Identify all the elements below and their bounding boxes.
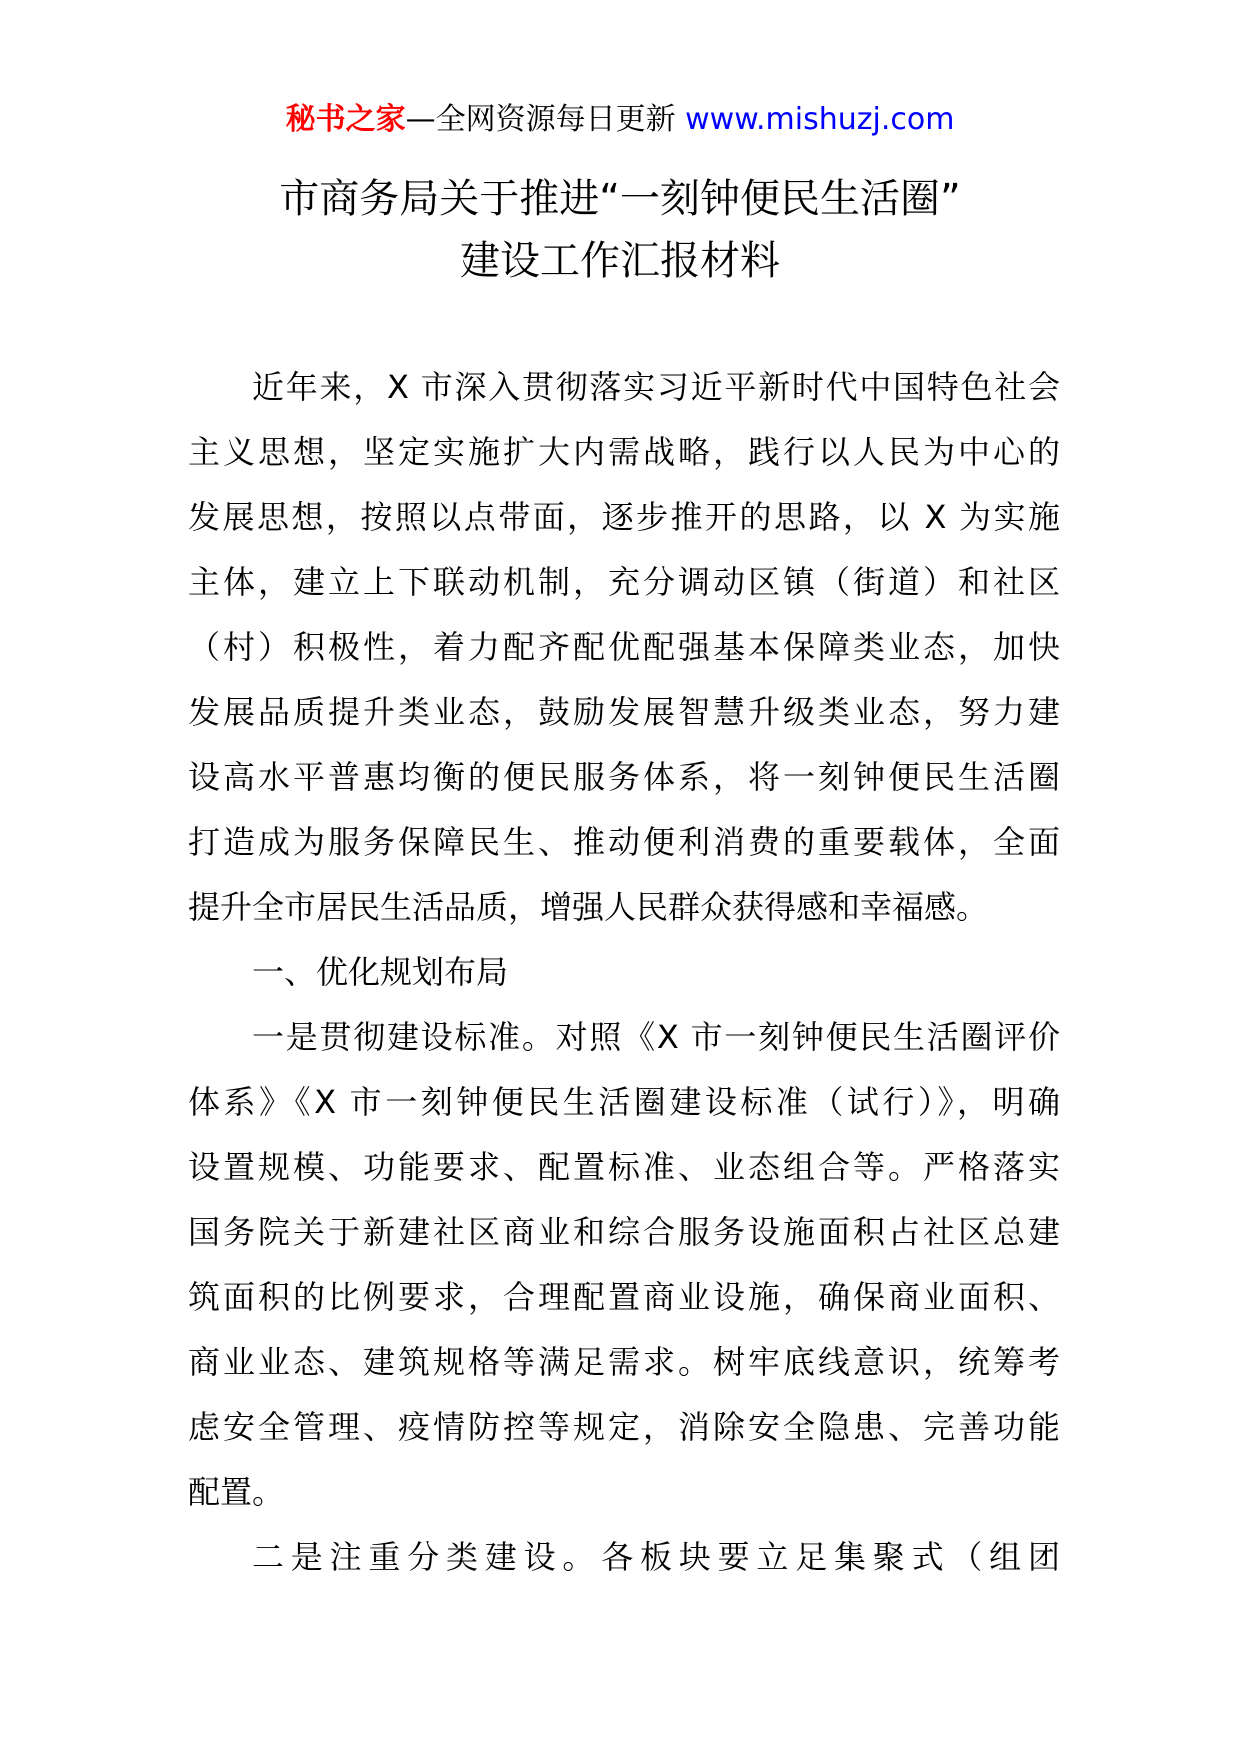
body-line: 二是注重分类建设。各板块要立足集聚式（组团 xyxy=(252,1538,1060,1576)
body-line: 设高水平普惠均衡的便民服务体系，将一刻钟便民生活圈 xyxy=(188,758,1060,796)
section-heading: 一、优化规划布局 xyxy=(252,953,509,991)
site-slogan: —全网资源每日更新 xyxy=(405,102,686,137)
body-line: 配置。 xyxy=(188,1473,285,1511)
title-line-1: 市商务局关于推进“一刻钟便民生活圈” xyxy=(279,176,961,222)
body-line: 体系》《X 市一刻钟便民生活圈建设标准（试行）》，明确 xyxy=(188,1083,1060,1121)
body-line: 主义思想，坚定实施扩大内需战略，践行以人民为中心的 xyxy=(188,433,1060,471)
body-line: 发展思想，按照以点带面，逐步推开的思路，以 X 为实施 xyxy=(188,498,1060,536)
body-line: 主体，建立上下联动机制，充分调动区镇（街道）和社区 xyxy=(188,563,1060,601)
body-line: 设置规模、功能要求、配置标准、业态组合等。严格落实 xyxy=(188,1148,1060,1186)
body-line: 虑安全管理、疫情防控等规定，消除安全隐患、完善功能 xyxy=(188,1408,1060,1446)
site-header xyxy=(0,100,1240,140)
body-line: 一是贯彻建设标准。对照《X 市一刻钟便民生活圈评价 xyxy=(252,1018,1060,1056)
body-line: 提升全市居民生活品质，增强人民群众获得感和幸福感。 xyxy=(188,888,989,926)
body-line: （村）积极性，着力配齐配优配强基本保障类业态，加快 xyxy=(188,628,1060,666)
body-line: 商业业态、建筑规格等满足需求。树牢底线意识，统筹考 xyxy=(188,1343,1060,1381)
document-body xyxy=(188,355,1060,1590)
body-line: 筑面积的比例要求，合理配置商业设施，确保商业面积、 xyxy=(188,1278,1060,1316)
document-title xyxy=(0,168,1240,292)
site-brand: 秘书之家 xyxy=(285,102,406,137)
title-line-2: 建设工作汇报材料 xyxy=(460,238,780,284)
body-line: 国务院关于新建社区商业和综合服务设施面积占社区总建 xyxy=(188,1213,1060,1251)
body-line: 发展品质提升类业态，鼓励发展智慧升级类业态，努力建 xyxy=(188,693,1060,731)
site-url-link[interactable]: www.mishuzj.com xyxy=(685,102,955,137)
body-line: 打造成为服务保障民生、推动便利消费的重要载体，全面 xyxy=(188,823,1060,861)
body-line: 近年来，X 市深入贯彻落实习近平新时代中国特色社会 xyxy=(252,368,1060,406)
